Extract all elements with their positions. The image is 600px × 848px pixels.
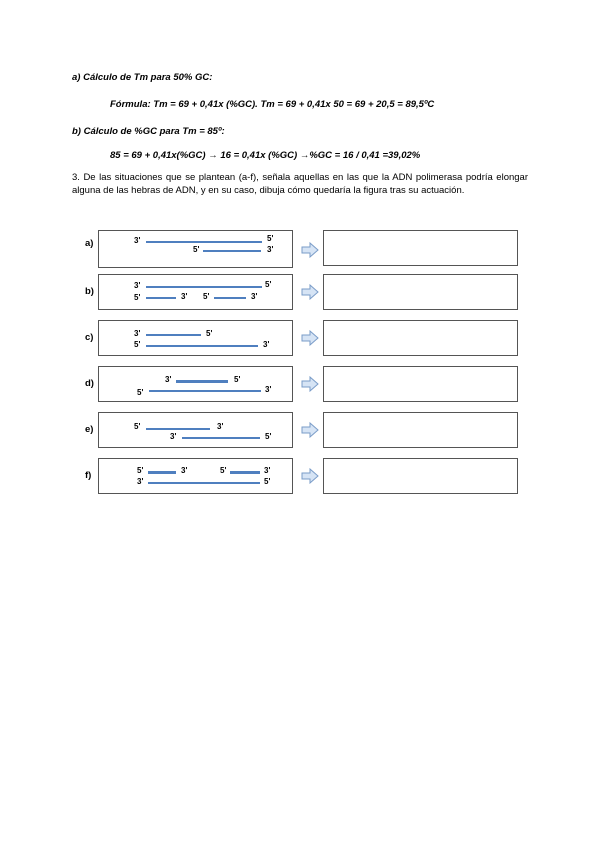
- row-label: c): [85, 332, 94, 343]
- row-b: [0, 274, 600, 302]
- answer-box[interactable]: [323, 458, 518, 494]
- template-strand: [149, 390, 261, 392]
- diagram-box: [98, 366, 293, 402]
- end-label: 5': [234, 375, 241, 384]
- primer-strand: [148, 471, 176, 474]
- end-label: 5': [203, 292, 210, 301]
- diagram-box: [98, 458, 293, 494]
- end-label: 5': [137, 388, 144, 397]
- end-label: 5': [134, 422, 141, 431]
- primer-strand: [146, 297, 176, 299]
- end-label: 3': [181, 466, 188, 475]
- end-label: 3': [134, 281, 141, 290]
- heading-b: b) Cálculo de %GC para Tm = 85º:: [72, 126, 225, 137]
- end-label: 5': [134, 293, 141, 302]
- primer-strand: [176, 380, 228, 383]
- row-f: [0, 458, 600, 486]
- end-label: 5': [265, 432, 272, 441]
- end-label: 3': [170, 432, 177, 441]
- diagram-box: [98, 274, 293, 310]
- row-label: e): [85, 424, 94, 435]
- template-strand: [146, 345, 258, 347]
- answer-box[interactable]: [323, 320, 518, 356]
- answer-box[interactable]: [323, 230, 518, 266]
- template-strand: [146, 286, 262, 288]
- template-strand: [146, 241, 262, 243]
- end-label: 3': [267, 245, 274, 254]
- end-label: 3': [165, 375, 172, 384]
- answer-box[interactable]: [323, 274, 518, 310]
- end-label: 3': [181, 292, 188, 301]
- arrow-right-icon: [301, 376, 319, 392]
- arrow-right-icon: [301, 284, 319, 300]
- end-label: 5': [267, 234, 274, 243]
- end-label: 5': [220, 466, 227, 475]
- end-label: 3': [264, 466, 271, 475]
- template-strand: [148, 482, 260, 484]
- row-a: [0, 230, 600, 258]
- primer-strand: [203, 250, 261, 252]
- primer-strand: [214, 297, 246, 299]
- diagram-box: [98, 320, 293, 356]
- end-label: 3': [263, 340, 270, 349]
- formula-a: Fórmula: Tm = 69 + 0,41x (%GC). Tm = 69 + 0,41x 50 = 69 + 20,5 = 89,5ºC: [110, 99, 435, 110]
- primer-strand: [230, 471, 260, 474]
- diagram-box: [98, 230, 293, 268]
- heading-a: a) Cálculo de Tm para 50% GC:: [72, 72, 213, 83]
- row-c: [0, 320, 600, 348]
- end-label: 3': [265, 385, 272, 394]
- arrow-right-icon: [301, 422, 319, 438]
- end-label: 3': [134, 236, 141, 245]
- end-label: 5': [265, 280, 272, 289]
- row-label: b): [85, 286, 94, 297]
- arrow-right-icon: [301, 242, 319, 258]
- formula-b: 85 = 69 + 0,41x(%GC) → 16 = 0,41x (%GC) →%GC = 16 / 0,41 =39,02%: [110, 150, 421, 161]
- answer-box[interactable]: [323, 412, 518, 448]
- row-label: a): [85, 238, 94, 249]
- end-label: 5': [134, 340, 141, 349]
- end-label: 5': [264, 477, 271, 486]
- row-label: f): [85, 470, 92, 481]
- end-label: 3': [251, 292, 258, 301]
- diagram-box: [98, 412, 293, 448]
- arrow-right-icon: [301, 330, 319, 346]
- end-label: 5': [137, 466, 144, 475]
- row-d: [0, 366, 600, 397]
- primer-strand: [182, 437, 260, 439]
- primer-strand: [146, 334, 201, 336]
- end-label: 5': [193, 245, 200, 254]
- row-label: d): [85, 378, 94, 389]
- end-label: 5': [206, 329, 213, 338]
- answer-box[interactable]: [323, 366, 518, 402]
- end-label: 3': [217, 422, 224, 431]
- end-label: 3': [137, 477, 144, 486]
- question-text: 3. De las situaciones que se plantean (a-f), señala aquellas en las que la ADN polimerasa podría elongar alguna de las hebras de ADN, y en su caso, dibuja cómo quedaría la figura tras su actuación.: [72, 172, 528, 196]
- arrow-right-icon: [301, 468, 319, 484]
- row-e: [0, 412, 600, 440]
- template-strand: [146, 428, 210, 430]
- end-label: 3': [134, 329, 141, 338]
